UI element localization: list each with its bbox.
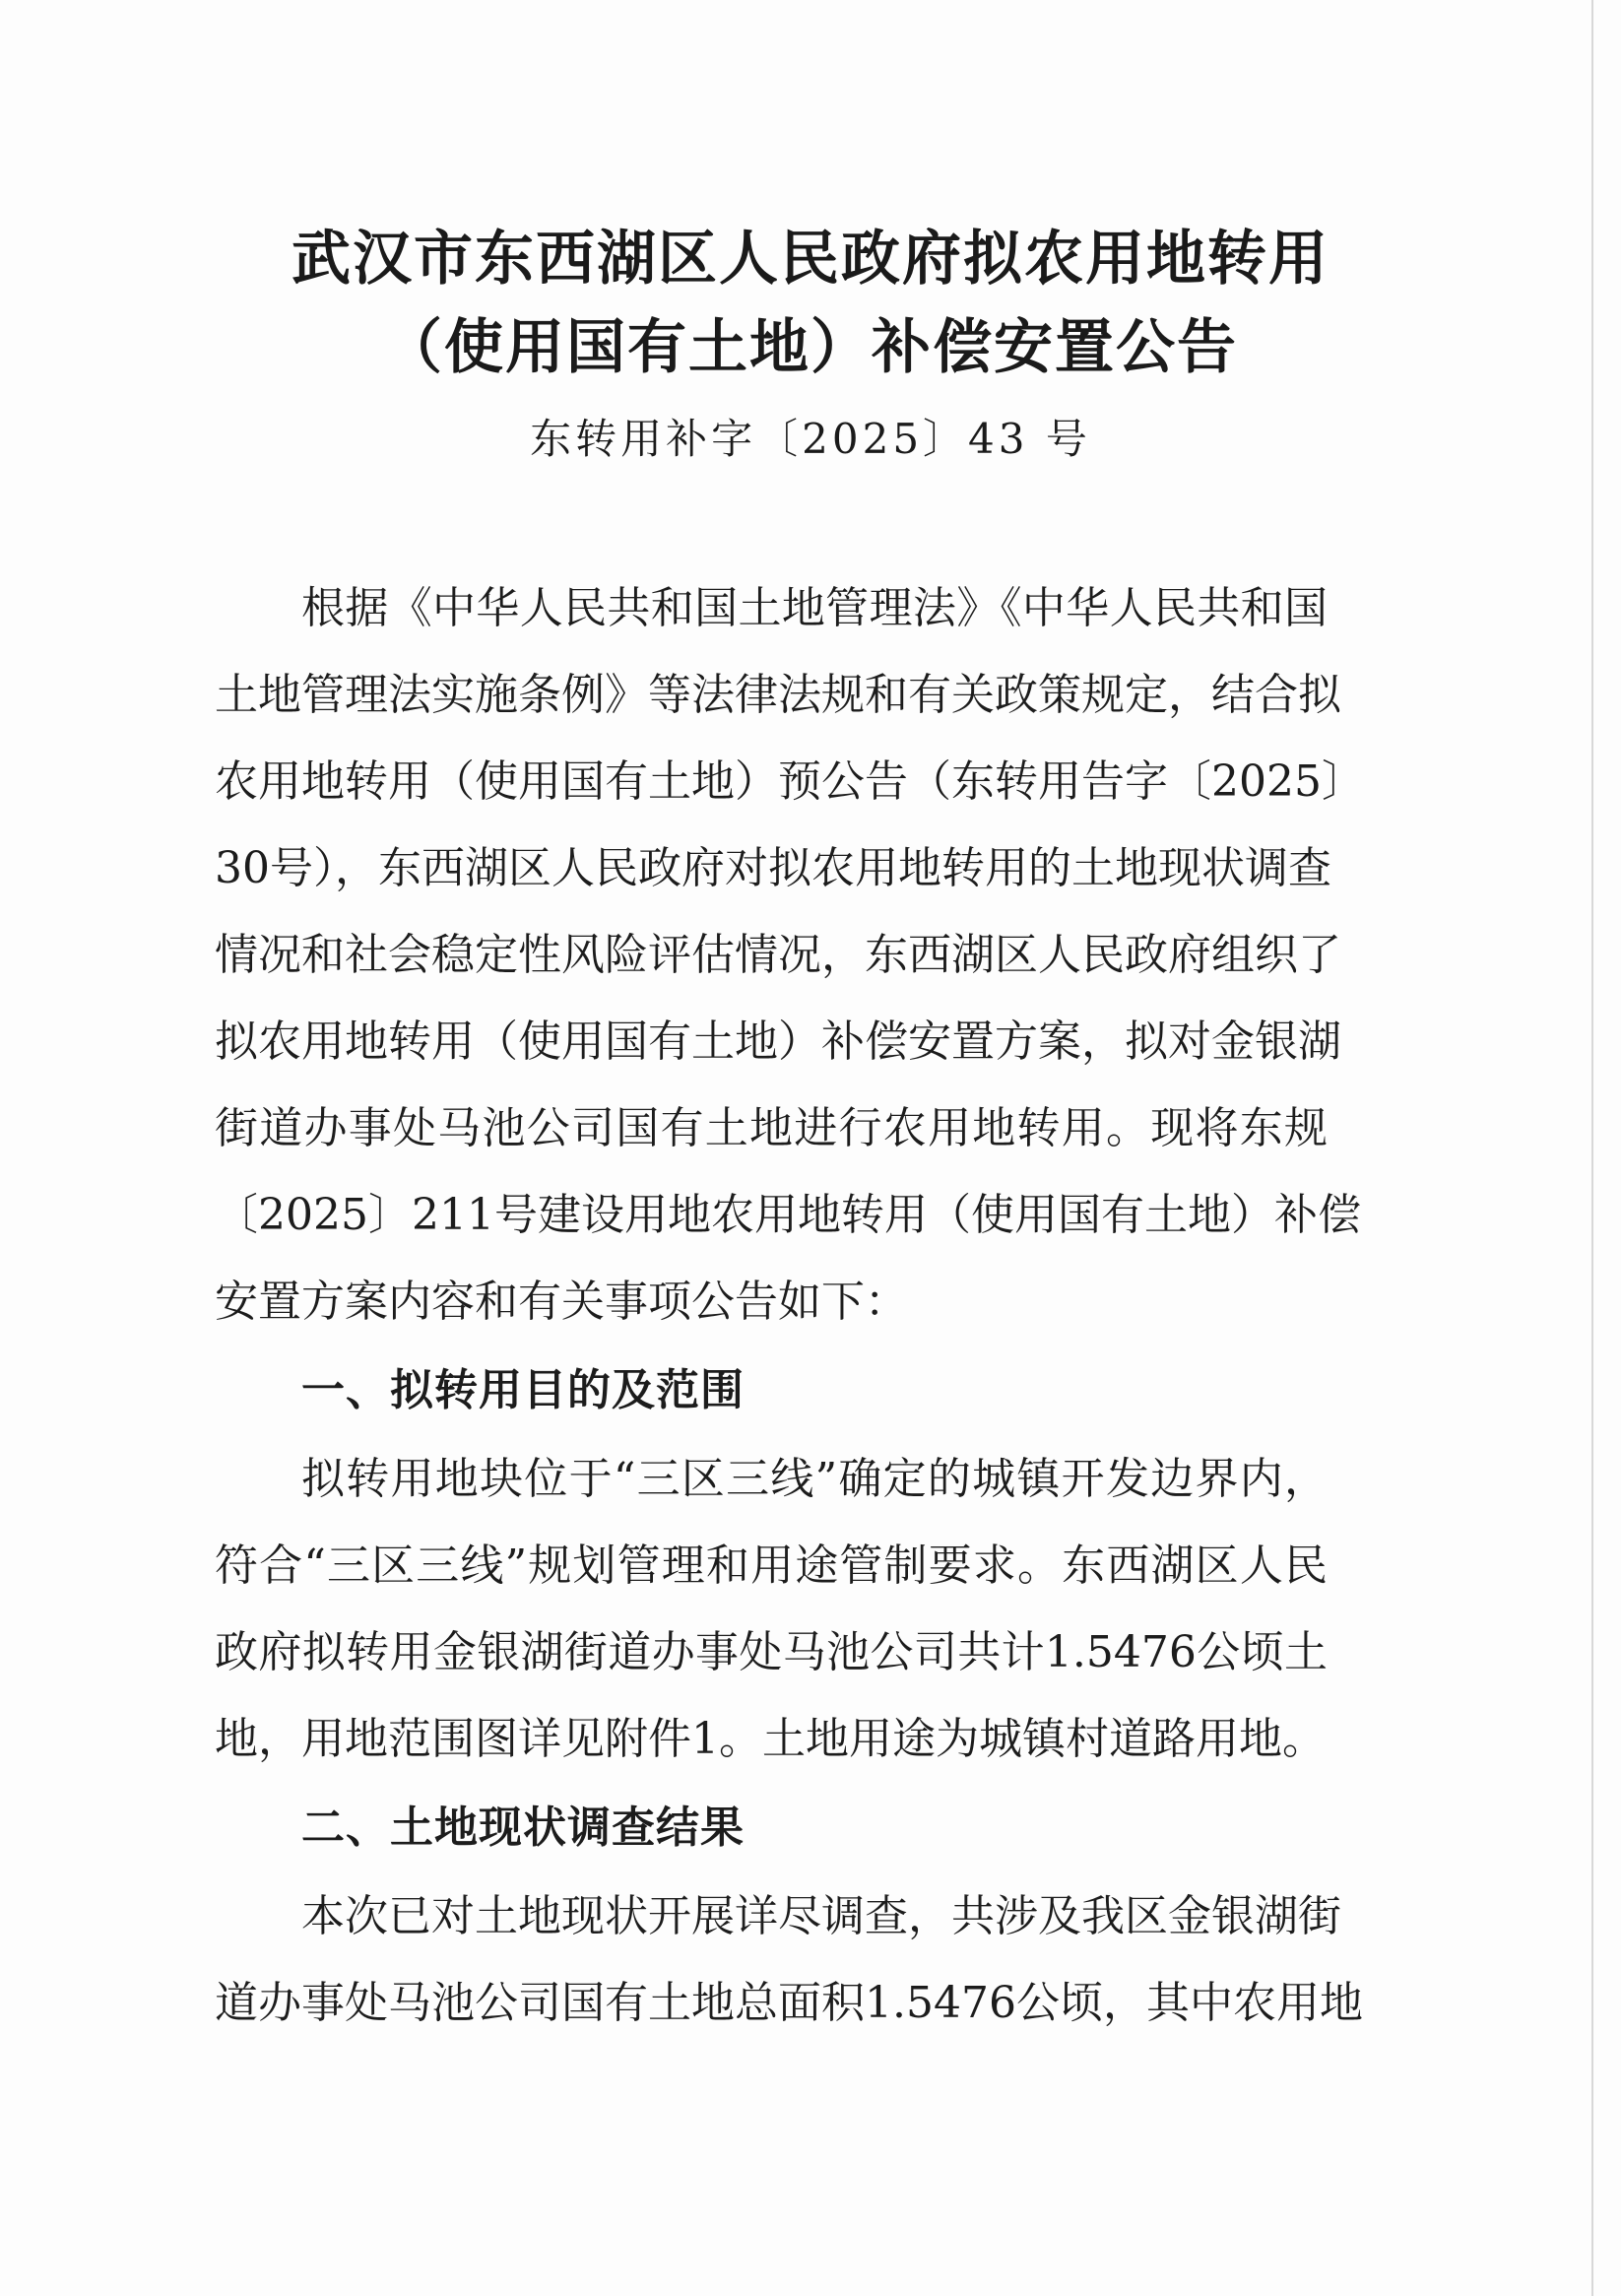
document-number: 东转用补字〔2025〕43 号 <box>530 415 1091 463</box>
intro-line: 土地管理法实施条例》等法律法规和有关政策规定，结合拟 <box>215 670 1341 720</box>
intro-line: 情况和社会稳定性风险评估情况，东西湖区人民政府组织了 <box>215 930 1341 980</box>
section-heading-2: 二、土地现状调查结果 <box>301 1803 745 1853</box>
intro-line: 拟农用地转用（使用国有土地）补偿安置方案，拟对金银湖 <box>215 1017 1341 1067</box>
title-line-1: 武汉市东西湖区人民政府拟农用地转用 <box>292 225 1329 294</box>
section2-line: 本次已对土地现状开展详尽调查，共涉及我区金银湖街 <box>301 1891 1341 1941</box>
intro-line: 农用地转用（使用国有土地）预公告（东转用告字〔2025〕 <box>215 756 1365 807</box>
section1-line: 地，用地范围图详见附件1。土地用途为城镇村道路用地。 <box>215 1714 1326 1764</box>
section1-line: 拟转用地块位于“三区三线”确定的城镇开发边界内， <box>301 1454 1328 1504</box>
section2-line: 道办事处马池公司国有土地总面积1.5476公顷，其中农用地 <box>215 1978 1363 2028</box>
section1-line: 政府拟转用金银湖街道办事处马池公司共计1.5476公顷土 <box>215 1627 1328 1677</box>
title-line-2: （使用国有土地）补偿安置公告 <box>383 313 1238 382</box>
intro-line: 〔2025〕211号建设用地农用地转用（使用国有土地）补偿 <box>215 1190 1361 1240</box>
intro-line: 街道办事处马池公司国有土地进行农用地转用。现将东规 <box>215 1103 1328 1153</box>
section1-line: 符合“三区三线”规划管理和用途管制要求。东西湖区人民 <box>215 1541 1328 1591</box>
section-heading-1: 一、拟转用目的及范围 <box>301 1365 745 1415</box>
intro-line: 安置方案内容和有关事项公告如下： <box>215 1277 908 1327</box>
intro-line: 30号），东西湖区人民政府对拟农用地转用的土地现状调查 <box>215 843 1331 893</box>
intro-line: 根据《中华人民共和国土地管理法》《中华人民共和国 <box>301 583 1328 633</box>
